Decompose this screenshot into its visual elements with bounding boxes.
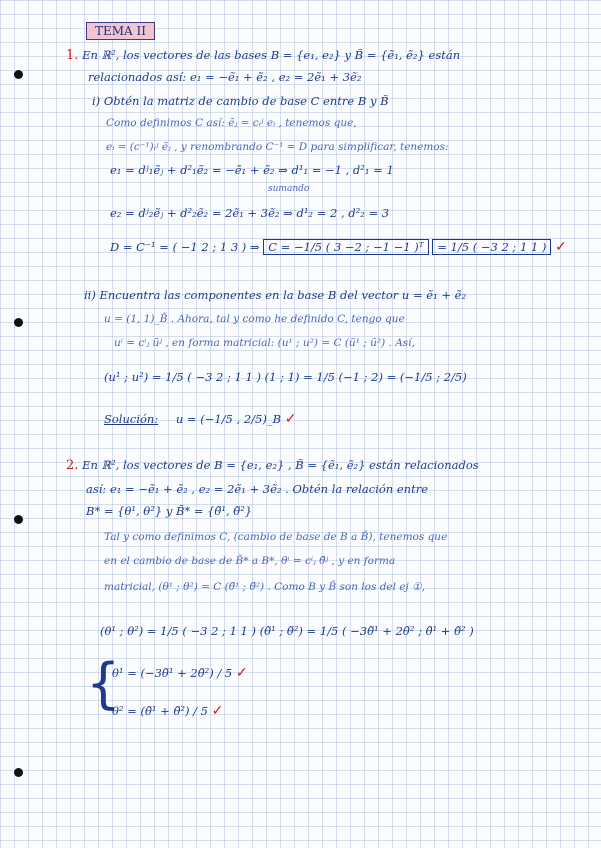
check-mark-icon: ✓ [235,665,248,681]
matrix-d: D = C⁻¹ = ( −1 2 ; 1 3 ) ⇒ [110,240,260,254]
statement-line: relacionados así: e₁ = −ẽ₁ + ẽ₂ , e₂ = 2ẽ₁ + 3ẽ₂ [88,70,362,84]
text-line: matricial, (θ¹ ; θ²) = C (θ̃¹ ; θ̃²) . Como B y B̃ son los del ej ①, [104,581,425,593]
boxed-result: C = −1/5 ( 3 −2 ; −1 −1 )ᵀ [263,239,428,255]
statement-line: En ℝ², los vectores de B = {e₁, e₂} , B̃ = {ẽ₁, ẽ₂} están relacionados [82,458,479,472]
equation-line: e₁ = dʲ₁ẽⱼ + d²₁ẽ₂ = −ẽ₁ + ẽ₂ ⇒ d¹₁ = −1 , d²₁ = 1 [110,163,394,177]
equation-line: (θ¹ ; θ²) = 1/5 ( −3 2 ; 1 1 ) (θ̃¹ ; θ̃²) = 1/5 ( −3θ̃¹ + 2θ̃² ; θ̃¹ + θ̃² ) [100,624,474,638]
equation-line: e₂ = dʲ₂ẽⱼ + d²₂ẽ₂ = 2ẽ₁ + 3ẽ₂ ⇒ d¹₂ = 2 , d²₂ = 3 [110,206,390,220]
part-ii-heading: ii) Encuentra las componentes en la base B del vector u = ẽ₁ + ẽ₂ [84,288,467,302]
result-line [112,666,248,680]
matrix-result [110,240,567,254]
text-line: u = (1, 1)_B̃ . Ahora, tal y como he definido C, tengo que [104,313,405,325]
margin-note: sumando [268,184,310,194]
result-line [112,704,223,718]
solution-label: Solución: [104,412,159,426]
text-line: Como definimos C así: ẽⱼ = cᵢʲ eᵢ , tenemos que, [106,117,357,129]
solution-value: u = (−1/5 , 2/5)_B [175,412,282,426]
statement-line: B* = {θ¹, θ²} y B̃* = {θ̃¹, θ̃²} [86,504,253,518]
boxed-result: = 1/5 ( −3 2 ; 1 1 ) [432,239,551,255]
check-mark-icon: ✓ [211,703,224,719]
problem-2-statement [66,458,479,473]
page-title: TEMA II [86,22,155,40]
result-theta-1: θ¹ = (−3θ̃¹ + 2θ̃²) / 5 [112,666,233,680]
check-mark-icon: ✓ [284,411,297,427]
binder-hole [14,768,23,777]
binder-hole [14,318,23,327]
text-line: Tal y como definimos C, (cambio de base de B a B̃), tenemos que [104,531,448,543]
solution-line [104,412,296,426]
statement-line: así: e₁ = −ẽ₁ + ẽ₂ , e₂ = 2ẽ₁ + 3ẽ₂ . Obtén la relación entre [86,482,428,496]
problem-1-number: 1. [66,48,79,63]
check-mark-icon: ✓ [555,239,567,255]
problem-1-statement [66,48,460,63]
problem-2-number: 2. [66,458,79,473]
text-line: en el cambio de base de B̃* a B*, θⁱ = cⁱⱼ θ̃ʲ , y en forma [104,555,396,567]
binder-hole [14,515,23,524]
text-line: uⁱ = cⁱⱼ ũʲ , en forma matricial: (u¹ ; u²) = C (ũ¹ ; ũ²) . Así, [114,337,415,349]
statement-line: En ℝ², los vectores de las bases B = {e₁, e₂} y B̃ = {ẽ₁, ẽ₂} están [82,48,461,62]
binder-hole [14,70,23,79]
result-theta-2: θ² = (θ̃¹ + θ̃²) / 5 [112,704,208,718]
text-line: eᵢ = (c⁻¹)ᵢʲ ẽⱼ , y renombrando C⁻¹ = D para simplificar, tenemos: [106,141,449,153]
left-brace: { [86,652,121,715]
equation-line: (u¹ ; u²) = 1/5 ( −3 2 ; 1 1 ) (1 ; 1) = 1/5 (−1 ; 2) = (−1/5 ; 2/5) [104,370,467,384]
part-i-heading: i) Obtén la matriz de cambio de base C entre B y B̃ [92,94,389,108]
